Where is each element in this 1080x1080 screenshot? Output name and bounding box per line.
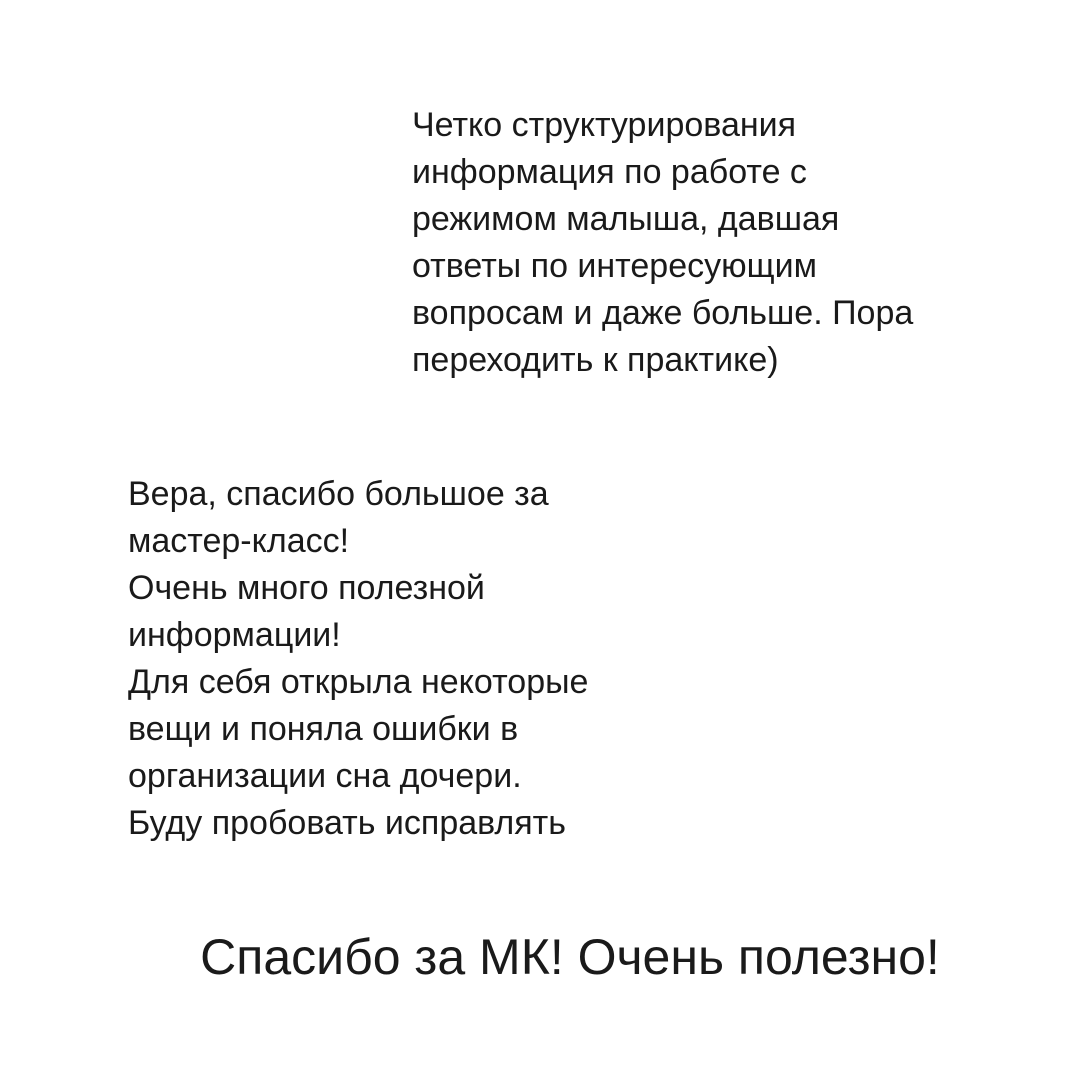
review-2-line: Очень много полезной: [128, 569, 485, 607]
review-3-line: Спасибо за МК! Очень полезно!: [200, 929, 940, 985]
review-1-line: режимом малыша, давшая: [412, 200, 840, 238]
review-1-line: ответы по интересующим: [412, 247, 817, 285]
review-1-line: переходить к практике): [412, 341, 779, 379]
review-1-line: вопросам и даже больше. Пора: [412, 294, 914, 332]
review-2-line: вещи и поняла ошибки в: [128, 710, 519, 748]
review-2-line: информации!: [128, 616, 341, 654]
review-2-line: Буду пробовать исправлять: [128, 804, 566, 842]
review-text-1: [412, 102, 1032, 384]
review-1-line: информация по работе с: [412, 153, 807, 191]
review-2-line: мастер-класс!: [128, 522, 350, 560]
review-2-line: организации сна дочери.: [128, 757, 522, 795]
review-text-3: [0, 922, 1080, 992]
review-1-line: Четко структурирования: [412, 106, 797, 144]
review-2-line: Для себя открыла некоторые: [128, 663, 589, 701]
review-2-line: Вера, спасибо большое за: [128, 475, 549, 513]
review-text-2: [128, 471, 688, 847]
